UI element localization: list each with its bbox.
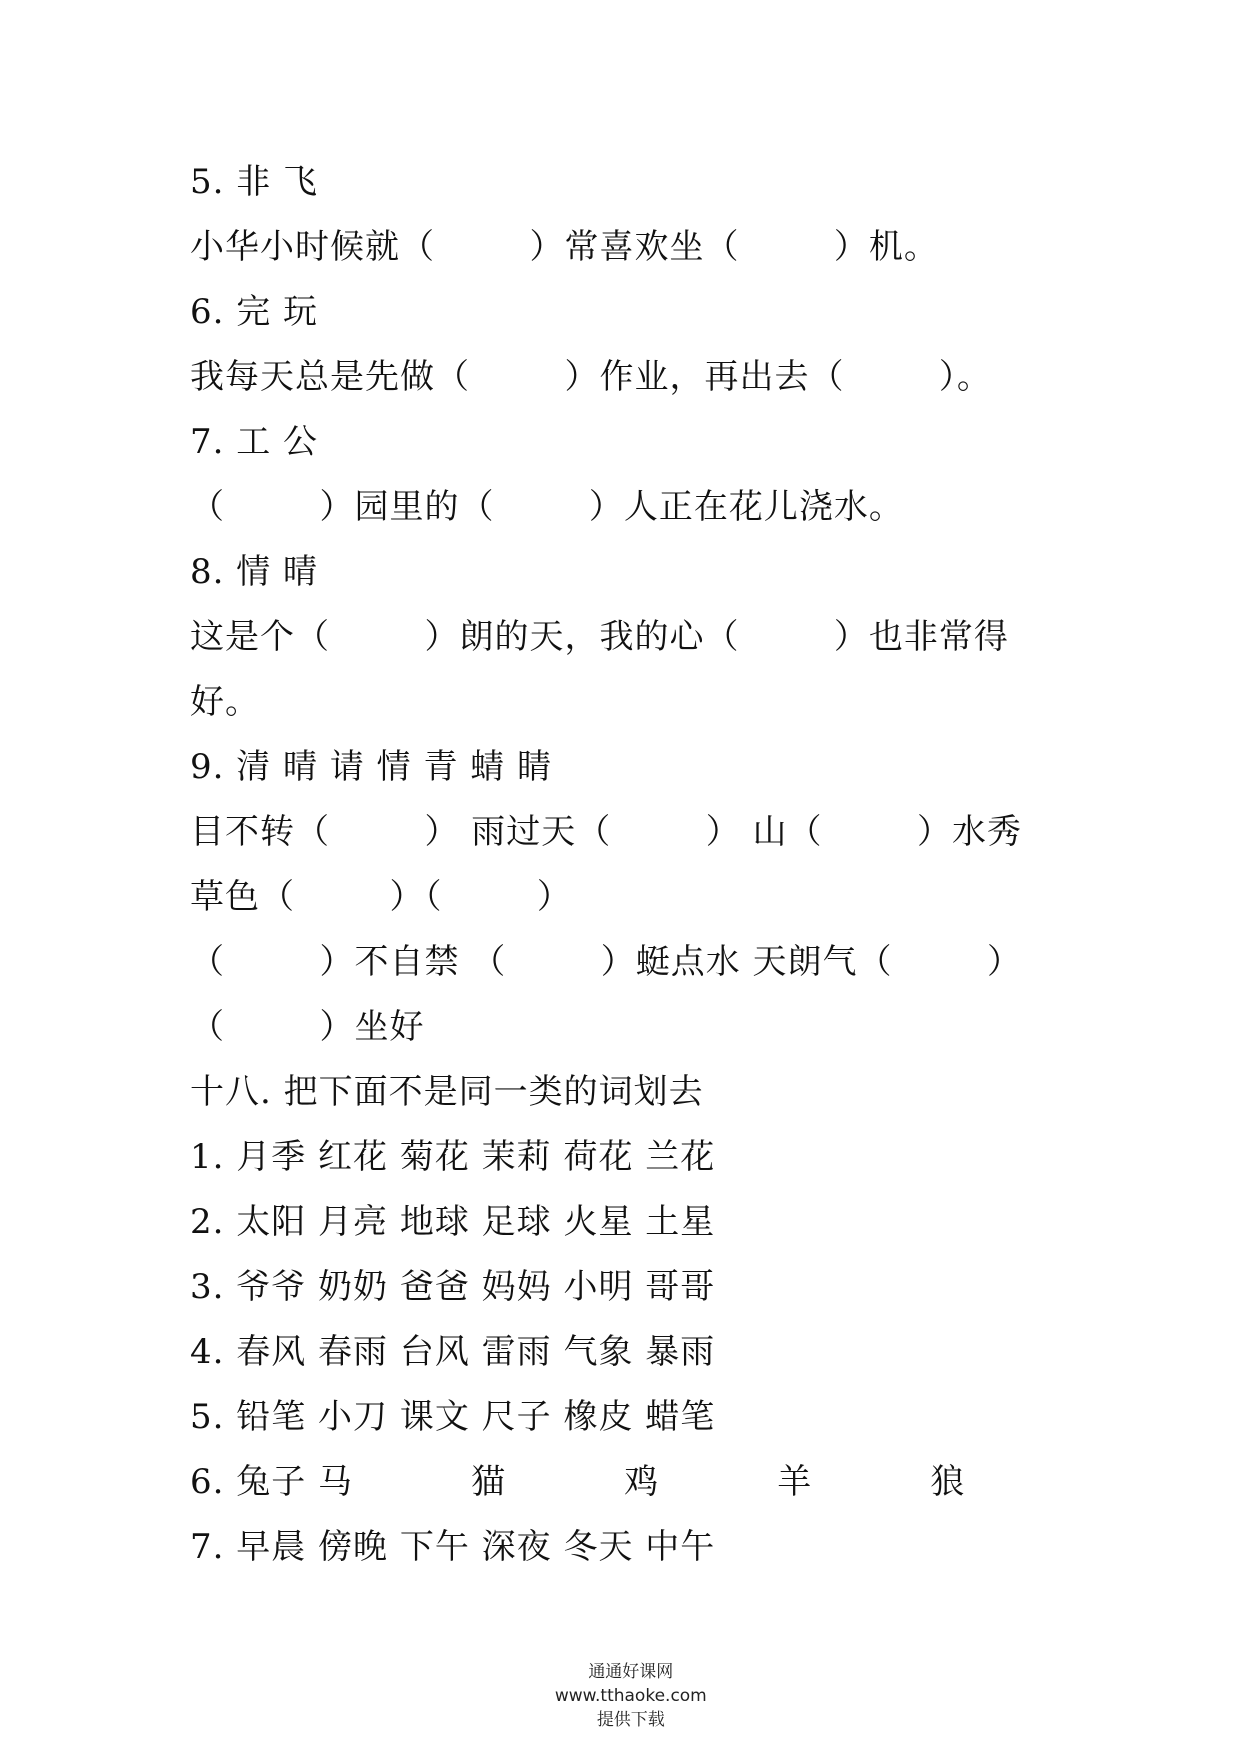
word-group-7: 7. 早晨 傍晚 下午 深夜 冬天 中午 <box>190 1527 716 1567</box>
word-group-1: 1. 月季 红花 菊花 茉莉 荷花 兰花 <box>190 1137 716 1177</box>
q9-heading: 9. 清 晴 请 情 青 蜻 睛 <box>190 747 553 787</box>
word-group-4: 4. 春风 春雨 台风 雷雨 气象 暴雨 <box>190 1332 716 1372</box>
q6-sentence: 我每天总是先做（ ）作业，再出去（ ）。 <box>190 357 992 397</box>
q8-sentence-continued: 好。 <box>190 682 260 722</box>
q5-sentence: 小华小时候就（ ）常喜欢坐（ ）机。 <box>190 227 939 267</box>
q9-line-3: （ ）不自禁 （ ）蜓点水 天朗气（ ） <box>190 942 1022 982</box>
q7-sentence: （ ）园里的（ ）人正在花儿浇水。 <box>190 487 904 527</box>
word-group-5: 5. 铅笔 小刀 课文 尺子 橡皮 蜡笔 <box>190 1397 716 1437</box>
q9-line-4: （ ）坐好 <box>190 1007 425 1047</box>
word-group-3: 3. 爷爷 奶奶 爸爸 妈妈 小明 哥哥 <box>190 1267 716 1307</box>
q9-line-2: 草色（ ）（ ） <box>190 877 572 917</box>
q5-heading: 5. 非 飞 <box>190 162 319 202</box>
q6-heading: 6. 完 玩 <box>190 292 319 332</box>
q8-heading: 8. 情 晴 <box>190 552 319 592</box>
q9-line-1: 目不转（ ） 雨过天（ ） 山（ ）水秀 <box>190 812 1022 852</box>
q8-sentence: 这是个（ ）朗的天，我的心（ ）也非常得 <box>190 617 1009 657</box>
page-footer <box>0 1636 1240 1756</box>
footer-site-name: 通通好课网 <box>588 1662 674 1682</box>
q7-heading: 7. 工 公 <box>190 422 319 462</box>
footer-url[interactable]: www.tthaoke.com <box>554 1686 707 1706</box>
word-group-2: 2. 太阳 月亮 地球 足球 火星 土星 <box>190 1202 716 1242</box>
footer-suffix: 提供下载 <box>596 1710 665 1730</box>
section-18-title: 十八. 把下面不是同一类的词划去 <box>190 1072 704 1112</box>
word-group-6: 6. 兔子 马 猫 鸡 羊 狼 <box>190 1462 966 1502</box>
